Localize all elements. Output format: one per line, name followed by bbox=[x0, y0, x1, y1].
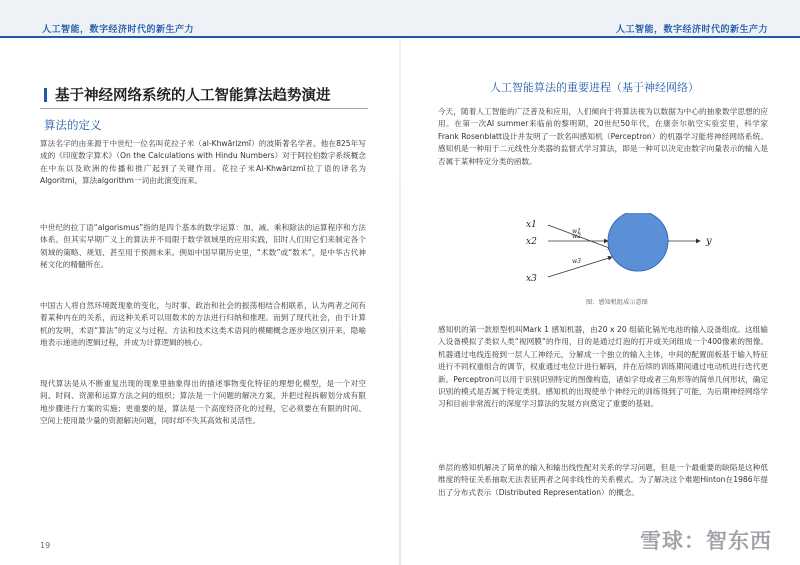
header-left-panel bbox=[0, 0, 400, 38]
output-y-label: y bbox=[706, 236, 712, 247]
left-paragraph-1: 算法名字的由来源于中世纪一位名叫花拉子米（al-Khwārizmī）的波斯著名学者。他在825年写成的《印度数字算术》（On the Calculations with Hindu Numbers）对于阿拉伯数字系统概念在中东以及欧洲的传播和推广起到了关键作用。花拉子米Al-Khwārizmī拉丁语的译名为Algoritmi，算法algorithm一词由此演变而来。 bbox=[40, 139, 366, 186]
page-number: 19 bbox=[40, 541, 51, 550]
neuron-node bbox=[608, 213, 668, 271]
input-x1-label: x1 bbox=[526, 220, 537, 230]
weight-w3-label: w3 bbox=[572, 258, 581, 265]
left-paragraph-2: 中世纪的拉丁语“algorismus”指的是四个基本的数学运算：加、减、乘和除法的运算程序和方法体系。但其实早期广义上的算法并不局限于数学领域里的应用实践，旧时人们用它们来制定各个领域的策略、规划、甚至用于预测未来。例如中国早期历史里，“术数”或“数术”，是中华古代神秘文化的精髓所在。 bbox=[40, 223, 366, 270]
perceptron-diagram bbox=[520, 213, 740, 305]
weight-w1-label: w1 bbox=[572, 228, 581, 235]
input-x2-label: x2 bbox=[526, 237, 537, 247]
page-header-bar bbox=[0, 0, 800, 38]
heading-rule bbox=[40, 108, 368, 109]
right-paragraph-1: 今天，随着人工智能的广泛普及和应用，人们倾向于将算法视为以数据为中心的抽象数学思想的应用。在第一次AI summer来临前的黎明期，20世纪50年代，在康奈尔航空实验室里，科学家Frank Rosenblatt设计并发明了一款名叫感知机（Perceptron）的机器学习能将神经网络系统。感知机是一种用于二元线性分类器的监督式学习算法，即是一种可以决定由数字向量表示的输入是否属于某种特定分类的函数。 bbox=[438, 107, 768, 166]
left-heading-text: 基于神经网络系统的人工智能算法趋势演进 bbox=[55, 88, 331, 104]
heading-accent-bar bbox=[44, 88, 47, 102]
right-paragraph-2: 感知机的第一款原型机叫Mark 1 感知机器，由20 x 20 组硫化镉光电池的输入设备组成。这组输入设备模拟了类似人类“视网膜”的作用，目的是通过灯泡的打开或关闭组成一个400像素的图像。机器通过电线连接到一层人工神经元，分解成一个独立的输入主体，中间的配置面板基于输入特征进行不同权重组合的调节，权重通过电位计进行解码，并在后续的训练期间通过电动机进行迭代更新。Perceptron可以用于识别识别特定的图像构造，诸如字母或者三角形等的简单几何形状，确定识别的模式是否属于特定类别。感知机的出现使单个神经元的训练得到了可能，为后期神经网络学习和目前非常流行的深度学习算法的发展方向奠定了重要的基础。 bbox=[438, 325, 768, 409]
header-title-left: 人工智能，数字经济时代的新生产力 bbox=[42, 25, 195, 35]
left-heading bbox=[44, 84, 331, 105]
left-paragraph-3: 中国古人将自然环境既现象的变化，与时事、政治和社会的振荡相结合相联系，认为两者之间有着某种内在的关系，而这种关系可以用数术的方法进行归纳和推理。而到了现代社会，由于计算机的发明，术语“算法”的定义与过程、方法和技术这类术语间的模糊概念逐步地区别开来，隐喻地表示递进的逻辑过程，并成为计算逻辑的核心。 bbox=[40, 301, 366, 348]
diagram-caption: 图：感知机组成示意图 bbox=[586, 299, 648, 306]
weight-w2-label: w2 bbox=[572, 233, 581, 240]
watermark-text: 雪球：智东西 bbox=[640, 529, 772, 553]
left-paragraph-4: 现代算法是从不断重复出现的现象里抽象得出的描述事物变化特征的理想化模型，是一个对空间、时间、资源和运算方法之间的组织；算法是一个问题的解决方案，并把过程拆解划分成有限地步骤进行方案的实施；更重要的是，算法是一个高度经济化的过程，它必须要在有限的时间、空间上使用最少量的资源解决问题，同时却不失其高效和灵活性。 bbox=[40, 379, 366, 426]
input-x3-label: x3 bbox=[526, 274, 537, 284]
header-title-right: 人工智能，数字经济时代的新生产力 bbox=[615, 25, 768, 35]
book-spine bbox=[399, 38, 401, 565]
right-subheading: 人工智能算法的重要进程（基于神经网络） bbox=[490, 81, 699, 94]
right-paragraph-3: 单层的感知机解决了简单的输入和输出线性配对关系的学习问题，但是一个最重要的缺陷是这种低维度的特征关系抽取无法表征两者之间非线性的关系模式。为了解决这个难题Hinton在1986年提出了分布式表示（Distributed Representation）的概念。 bbox=[438, 463, 768, 497]
header-right-panel bbox=[400, 0, 800, 38]
left-subheading: 算法的定义 bbox=[44, 118, 102, 132]
